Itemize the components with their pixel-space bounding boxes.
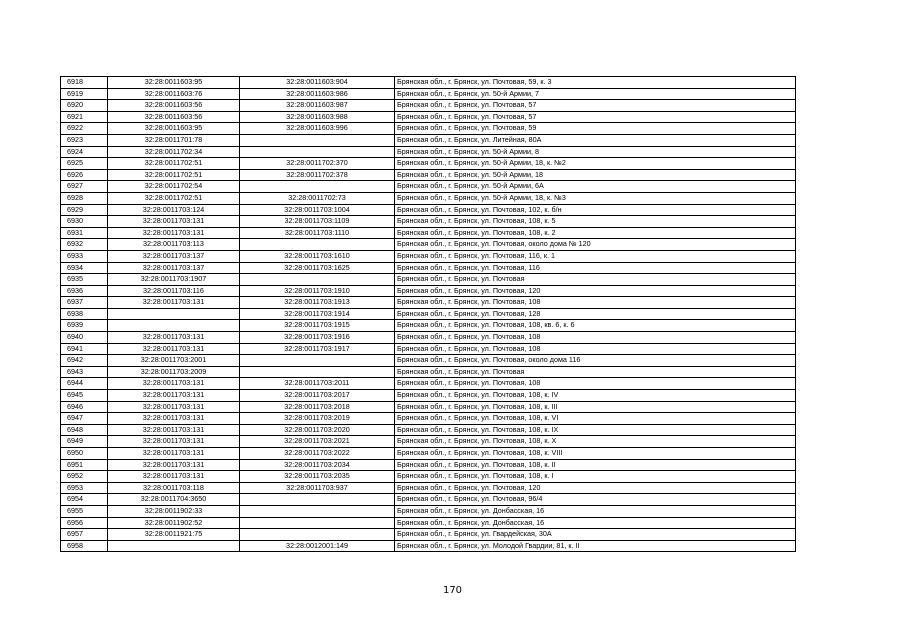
address-cell: Брянская обл., г. Брянск, ул. Почтовая, 108, кв. 6, к. 6 [395, 320, 796, 332]
parent-cadastral-cell: 32:28:0011703:124 [108, 204, 240, 216]
row-number-cell: 6929 [61, 204, 108, 216]
parent-cadastral-cell: 32:28:0011703:131 [108, 448, 240, 460]
cadastral-number-cell: 32:28:0011603:988 [240, 111, 395, 123]
cadastral-number-cell: 32:28:0011603:987 [240, 100, 395, 112]
parent-cadastral-cell: 32:28:0011703:131 [108, 343, 240, 355]
row-number-cell: 6953 [61, 482, 108, 494]
parent-cadastral-cell: 32:28:0011704:3650 [108, 494, 240, 506]
parent-cadastral-cell: 32:28:0011703:131 [108, 413, 240, 425]
row-number-cell: 6952 [61, 471, 108, 483]
address-cell: Брянская обл., г. Брянск, ул. Почтовая, 108, к. 2 [395, 227, 796, 239]
table-row [61, 146, 796, 158]
cadastral-number-cell [240, 366, 395, 378]
parent-cadastral-cell: 32:28:0011703:1907 [108, 274, 240, 286]
cadastral-number-cell: 32:28:0011703:2018 [240, 401, 395, 413]
table-row [61, 413, 796, 425]
cadastral-number-cell: 32:28:0011703:1625 [240, 262, 395, 274]
row-number-cell: 6919 [61, 88, 108, 100]
address-cell: Брянская обл., г. Брянск, ул. Почтовая, 108, к. IX [395, 424, 796, 436]
cadastral-number-cell: 32:28:0011703:1110 [240, 227, 395, 239]
row-number-cell: 6955 [61, 505, 108, 517]
cadastral-number-cell [240, 181, 395, 193]
parent-cadastral-cell: 32:28:0011921:75 [108, 529, 240, 541]
address-cell: Брянская обл., г. Брянск, ул. Почтовая, 102, к. б/н [395, 204, 796, 216]
parent-cadastral-cell: 32:28:0011902:33 [108, 505, 240, 517]
parent-cadastral-cell: 32:28:0011703:137 [108, 250, 240, 262]
address-cell: Брянская обл., г. Брянск, ул. 50-й Армии, 8 [395, 146, 796, 158]
parent-cadastral-cell: 32:28:0011703:131 [108, 471, 240, 483]
row-number-cell: 6927 [61, 181, 108, 193]
cadastral-number-cell [240, 274, 395, 286]
parent-cadastral-cell: 32:28:0011703:131 [108, 436, 240, 448]
table-row [61, 448, 796, 460]
table-row [61, 366, 796, 378]
address-cell: Брянская обл., г. Брянск, ул. Почтовая, 108, к. X [395, 436, 796, 448]
table-row [61, 250, 796, 262]
parent-cadastral-cell: 32:28:0011603:56 [108, 111, 240, 123]
cadastral-number-cell: 32:28:0011702:73 [240, 192, 395, 204]
parent-cadastral-cell: 32:28:0011703:137 [108, 262, 240, 274]
table-row [61, 332, 796, 344]
table-row [61, 134, 796, 146]
parent-cadastral-cell [108, 540, 240, 552]
cadastral-number-cell: 32:28:0011703:2011 [240, 378, 395, 390]
row-number-cell: 6925 [61, 158, 108, 170]
table-row [61, 482, 796, 494]
cadastral-number-cell: 32:28:0011703:2034 [240, 459, 395, 471]
address-cell: Брянская обл., г. Брянск, ул. Почтовая, 108, к. VI [395, 413, 796, 425]
cadastral-number-cell: 32:28:0011603:986 [240, 88, 395, 100]
parent-cadastral-cell: 32:28:0011603:95 [108, 123, 240, 135]
row-number-cell: 6928 [61, 192, 108, 204]
table-row [61, 494, 796, 506]
table-row [61, 436, 796, 448]
address-cell: Брянская обл., г. Брянск, ул. Почтовая, около дома 116 [395, 355, 796, 367]
parent-cadastral-cell: 32:28:0011703:131 [108, 227, 240, 239]
parent-cadastral-cell: 32:28:0011603:95 [108, 77, 240, 89]
address-cell: Брянская обл., г. Брянск, ул. 50-й Армии, 18, к. №3 [395, 192, 796, 204]
row-number-cell: 6943 [61, 366, 108, 378]
registry-table-body [61, 77, 796, 552]
row-number-cell: 6932 [61, 239, 108, 251]
row-number-cell: 6922 [61, 123, 108, 135]
table-row [61, 297, 796, 309]
parent-cadastral-cell: 32:28:0011703:131 [108, 216, 240, 228]
row-number-cell: 6948 [61, 424, 108, 436]
row-number-cell: 6937 [61, 297, 108, 309]
parent-cadastral-cell: 32:28:0011702:51 [108, 158, 240, 170]
cadastral-number-cell [240, 505, 395, 517]
address-cell: Брянская обл., г. Брянск, ул. 50-й Армии, 18 [395, 169, 796, 181]
row-number-cell: 6931 [61, 227, 108, 239]
cadastral-number-cell [240, 355, 395, 367]
parent-cadastral-cell: 32:28:0011702:34 [108, 146, 240, 158]
parent-cadastral-cell: 32:28:0011703:113 [108, 239, 240, 251]
cadastral-number-cell: 32:28:0011703:1109 [240, 216, 395, 228]
parent-cadastral-cell: 32:28:0011702:51 [108, 192, 240, 204]
table-row [61, 169, 796, 181]
cadastral-number-cell: 32:28:0011603:996 [240, 123, 395, 135]
cadastral-number-cell: 32:28:0011702:370 [240, 158, 395, 170]
cadastral-number-cell [240, 134, 395, 146]
address-cell: Брянская обл., г. Брянск, ул. Почтовая, 59, к. 3 [395, 77, 796, 89]
parent-cadastral-cell: 32:28:0011701:78 [108, 134, 240, 146]
parent-cadastral-cell: 32:28:0011703:131 [108, 424, 240, 436]
cadastral-number-cell: 32:28:0011603:904 [240, 77, 395, 89]
table-row [61, 285, 796, 297]
table-row [61, 111, 796, 123]
address-cell: Брянская обл., г. Брянск, ул. Почтовая, 108, к. III [395, 401, 796, 413]
parent-cadastral-cell: 32:28:0011703:131 [108, 459, 240, 471]
parent-cadastral-cell: 32:28:0011703:116 [108, 285, 240, 297]
table-row [61, 517, 796, 529]
cadastral-number-cell: 32:28:0011703:2021 [240, 436, 395, 448]
table-row [61, 378, 796, 390]
address-cell: Брянская обл., г. Брянск, ул. Почтовая, 96/4 [395, 494, 796, 506]
address-cell: Брянская обл., г. Брянск, ул. Почтовая, 108 [395, 343, 796, 355]
cadastral-number-cell: 32:28:0011703:1914 [240, 308, 395, 320]
table-row [61, 471, 796, 483]
cadastral-number-cell [240, 517, 395, 529]
cadastral-number-cell: 32:28:0011702:378 [240, 169, 395, 181]
row-number-cell: 6944 [61, 378, 108, 390]
row-number-cell: 6956 [61, 517, 108, 529]
cadastral-number-cell: 32:28:0011703:2035 [240, 471, 395, 483]
table-row [61, 100, 796, 112]
parent-cadastral-cell: 32:28:0011703:2001 [108, 355, 240, 367]
address-cell: Брянская обл., г. Брянск, ул. Почтовая, 57 [395, 100, 796, 112]
parent-cadastral-cell: 32:28:0011603:76 [108, 88, 240, 100]
cadastral-number-cell: 32:28:0011703:2017 [240, 390, 395, 402]
table-row [61, 239, 796, 251]
row-number-cell: 6940 [61, 332, 108, 344]
row-number-cell: 6930 [61, 216, 108, 228]
address-cell: Брянская обл., г. Брянск, ул. Почтовая, около дома № 120 [395, 239, 796, 251]
row-number-cell: 6926 [61, 169, 108, 181]
table-row [61, 204, 796, 216]
cadastral-number-cell: 32:28:0011703:937 [240, 482, 395, 494]
address-cell: Брянская обл., г. Брянск, ул. Донбасская, 16 [395, 517, 796, 529]
parent-cadastral-cell: 32:28:0011902:52 [108, 517, 240, 529]
table-row [61, 540, 796, 552]
address-cell: Брянская обл., г. Брянск, ул. Почтовая, 108, к. IV [395, 390, 796, 402]
address-cell: Брянская обл., г. Брянск, ул. Донбасская, 16 [395, 505, 796, 517]
row-number-cell: 6920 [61, 100, 108, 112]
cadastral-number-cell: 32:28:0011703:1610 [240, 250, 395, 262]
cadastral-number-cell: 32:28:0012001:149 [240, 540, 395, 552]
row-number-cell: 6941 [61, 343, 108, 355]
table-row [61, 343, 796, 355]
table-row [61, 192, 796, 204]
row-number-cell: 6942 [61, 355, 108, 367]
cadastral-number-cell [240, 529, 395, 541]
table-row [61, 529, 796, 541]
table-row [61, 401, 796, 413]
address-cell: Брянская обл., г. Брянск, ул. Почтовая [395, 366, 796, 378]
cadastral-number-cell: 32:28:0011703:1004 [240, 204, 395, 216]
address-cell: Брянская обл., г. Брянск, ул. Почтовая, 116 [395, 262, 796, 274]
address-cell: Брянская обл., г. Брянск, ул. Почтовая, 128 [395, 308, 796, 320]
row-number-cell: 6951 [61, 459, 108, 471]
address-cell: Брянская обл., г. Брянск, ул. Почтовая, 108 [395, 297, 796, 309]
table-row [61, 390, 796, 402]
address-cell: Брянская обл., г. Брянск, ул. 50-й Армии, 18, к. №2 [395, 158, 796, 170]
parent-cadastral-cell: 32:28:0011703:131 [108, 401, 240, 413]
row-number-cell: 6950 [61, 448, 108, 460]
address-cell: Брянская обл., г. Брянск, ул. Почтовая [395, 274, 796, 286]
cadastral-number-cell: 32:28:0011703:2020 [240, 424, 395, 436]
table-row [61, 459, 796, 471]
parent-cadastral-cell: 32:28:0011702:54 [108, 181, 240, 193]
parent-cadastral-cell: 32:28:0011703:131 [108, 390, 240, 402]
cadastral-number-cell: 32:28:0011703:2022 [240, 448, 395, 460]
parent-cadastral-cell: 32:28:0011603:56 [108, 100, 240, 112]
table-row [61, 262, 796, 274]
row-number-cell: 6946 [61, 401, 108, 413]
table-row [61, 274, 796, 286]
row-number-cell: 6938 [61, 308, 108, 320]
parent-cadastral-cell: 32:28:0011703:131 [108, 332, 240, 344]
address-cell: Брянская обл., г. Брянск, ул. Почтовая, 59 [395, 123, 796, 135]
address-cell: Брянская обл., г. Брянск, ул. 50-й Армии, 6А [395, 181, 796, 193]
parent-cadastral-cell: 32:28:0011703:118 [108, 482, 240, 494]
table-row [61, 505, 796, 517]
row-number-cell: 6934 [61, 262, 108, 274]
row-number-cell: 6947 [61, 413, 108, 425]
address-cell: Брянская обл., г. Брянск, ул. Почтовая, 108, к. I [395, 471, 796, 483]
row-number-cell: 6921 [61, 111, 108, 123]
address-cell: Брянская обл., г. Брянск, ул. Почтовая, 116, к. 1 [395, 250, 796, 262]
parent-cadastral-cell: 32:28:0011702:51 [108, 169, 240, 181]
table-row [61, 158, 796, 170]
row-number-cell: 6923 [61, 134, 108, 146]
address-cell: Брянская обл., г. Брянск, ул. Почтовая, 120 [395, 482, 796, 494]
parent-cadastral-cell: 32:28:0011703:131 [108, 297, 240, 309]
table-row [61, 123, 796, 135]
address-cell: Брянская обл., г. Брянск, ул. Почтовая, 108 [395, 378, 796, 390]
table-row [61, 88, 796, 100]
row-number-cell: 6936 [61, 285, 108, 297]
parent-cadastral-cell [108, 320, 240, 332]
cadastral-number-cell: 32:28:0011703:1916 [240, 332, 395, 344]
address-cell: Брянская обл., г. Брянск, ул. Почтовая, 108, к. 5 [395, 216, 796, 228]
row-number-cell: 6949 [61, 436, 108, 448]
address-cell: Брянская обл., г. Брянск, ул. 50-й Армии, 7 [395, 88, 796, 100]
table-row [61, 181, 796, 193]
table-row [61, 308, 796, 320]
address-cell: Брянская обл., г. Брянск, ул. Гвардейская, 30А [395, 529, 796, 541]
cadastral-number-cell: 32:28:0011703:2019 [240, 413, 395, 425]
page-number: 170 [442, 585, 463, 596]
cadastral-number-cell: 32:28:0011703:1913 [240, 297, 395, 309]
cadastral-number-cell: 32:28:0011703:1917 [240, 343, 395, 355]
cadastral-number-cell [240, 146, 395, 158]
address-cell: Брянская обл., г. Брянск, ул. Почтовая, 120 [395, 285, 796, 297]
address-cell: Брянская обл., г. Брянск, ул. Литейная, 80А [395, 134, 796, 146]
parent-cadastral-cell: 32:28:0011703:2009 [108, 366, 240, 378]
row-number-cell: 6957 [61, 529, 108, 541]
table-row [61, 216, 796, 228]
address-cell: Брянская обл., г. Брянск, ул. Почтовая, 57 [395, 111, 796, 123]
row-number-cell: 6933 [61, 250, 108, 262]
table-row [61, 77, 796, 89]
row-number-cell: 6954 [61, 494, 108, 506]
cadastral-number-cell: 32:28:0011703:1910 [240, 285, 395, 297]
table-row [61, 355, 796, 367]
row-number-cell: 6924 [61, 146, 108, 158]
row-number-cell: 6935 [61, 274, 108, 286]
row-number-cell: 6918 [61, 77, 108, 89]
row-number-cell: 6958 [61, 540, 108, 552]
cadastral-number-cell [240, 494, 395, 506]
address-cell: Брянская обл., г. Брянск, ул. Молодой Гвардии, 81, к. II [395, 540, 796, 552]
table-row [61, 424, 796, 436]
address-cell: Брянская обл., г. Брянск, ул. Почтовая, 108 [395, 332, 796, 344]
parent-cadastral-cell [108, 308, 240, 320]
cadastral-number-cell [240, 239, 395, 251]
cadastral-number-cell: 32:28:0011703:1915 [240, 320, 395, 332]
registry-table [60, 76, 796, 552]
address-cell: Брянская обл., г. Брянск, ул. Почтовая, 108, к. II [395, 459, 796, 471]
address-cell: Брянская обл., г. Брянск, ул. Почтовая, 108, к. VIII [395, 448, 796, 460]
table-row [61, 320, 796, 332]
row-number-cell: 6945 [61, 390, 108, 402]
row-number-cell: 6939 [61, 320, 108, 332]
table-row [61, 227, 796, 239]
parent-cadastral-cell: 32:28:0011703:131 [108, 378, 240, 390]
